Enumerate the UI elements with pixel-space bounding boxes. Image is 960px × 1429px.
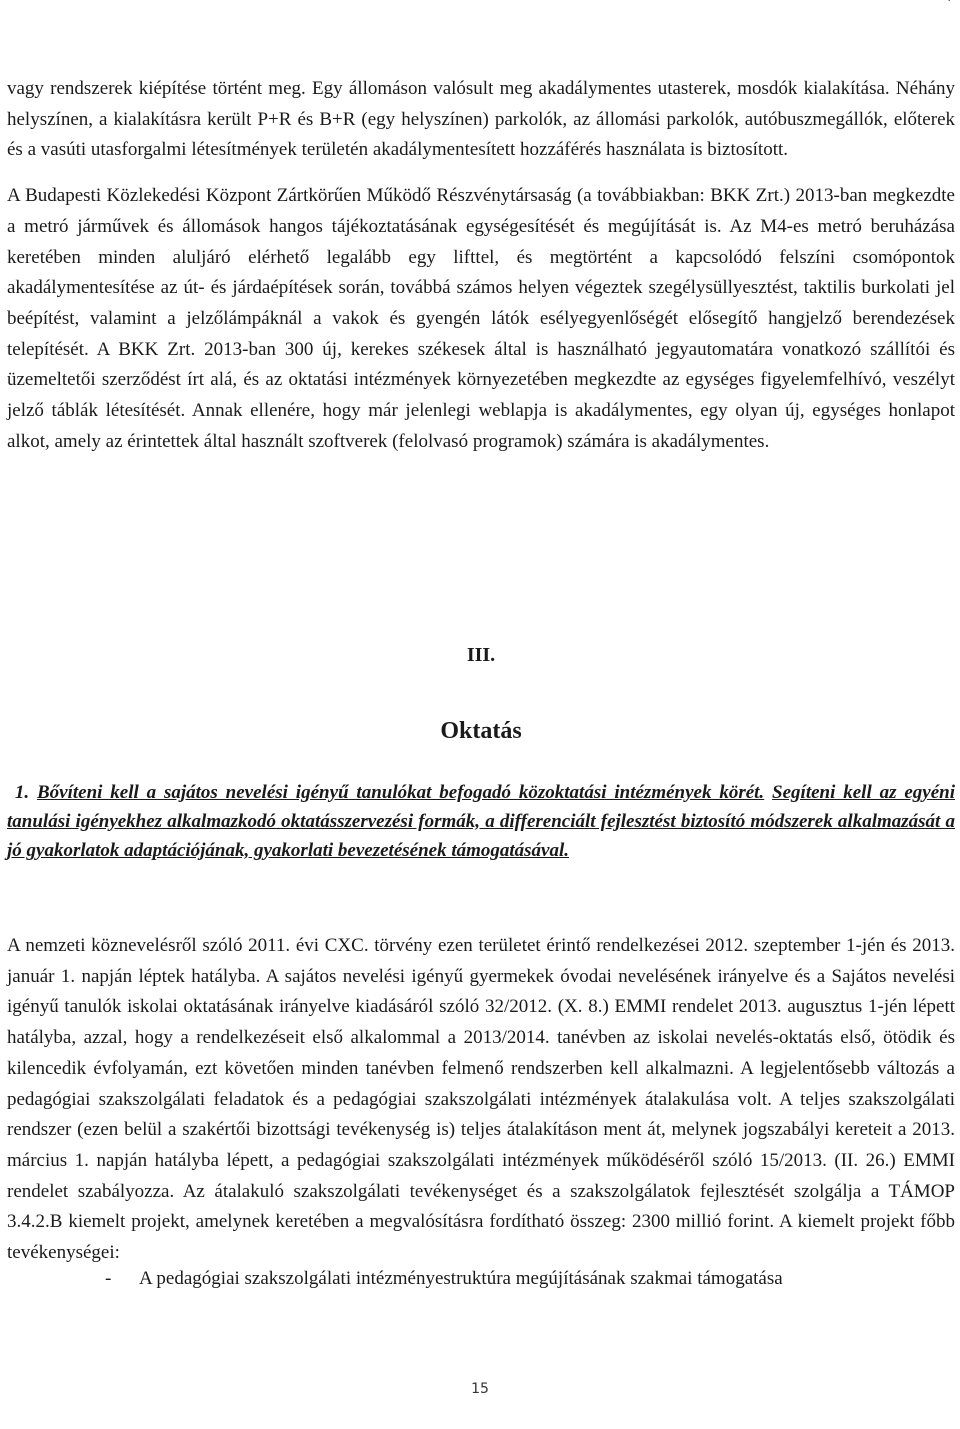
- paragraph-education-law: A nemzeti köznevelésről szóló 2011. évi CXC. törvény ezen területet érintő rendelkezései 2012. szeptember 1-jén és 2013. január 1. napján léptek hatályba. A sajátos nevelési igényű gyermekek óvodai nevelésének irányelve és a Sajátos nevelési igényű tanulók iskolai oktatásának irányelve kiadásáról szóló 32/2012. (X. 8.) EMMI rendelet 2013. augusztus 1-jén lépett hatályba, azzal, hogy a rendelkezéseit első alkalommal a 2013/2014. tanévben az iskolai nevelés-oktatás első, ötödik és kilencedik évfolyamán, ezt követően minden tanévben felmenő rendszerben kell alkalmazni. A legjelentősebb változás a pedagógiai szakszolgálati feladatok és a pedagógiai szakszolgálati intézmények átalakulása volt. A teljes szakszolgálati rendszer (ezen belül a szakértői bizottsági tevékenység is) teljes átalakításon ment át, melynek jogszabályi kereteit a 2013. március 1. napján hatályba lépett, a pedagógiai szakszolgálati intézmények működéséről szóló 15/2013. (II. 26.) EMMI rendelet szabályozza. Az átalakuló szakszolgálati tevékenységet és a szakszolgálatok fejlesztését szolgálja a TÁMOP 3.4.2.B kiemelt projekt, amelynek keretében a megvalósításra fordítható összeg: 2300 millió forint. A kiemelt projekt főbb tevékenységei:: [7, 935, 955, 1264]
- bullet-marker: -: [105, 1268, 112, 1289]
- document-page: [7, 74, 955, 1289]
- main-paragraph-block: [7, 931, 955, 1269]
- corner-mark: [948, 0, 952, 6]
- goal-body: Segíteni kell az egyéni tanulási igényekhez alkalmazkodó oktatásszervezési formák, a differenciált fejlesztést biztosító módszerek alkalmazását a jó gyakorlatok adaptációjának, gyakorlati bevezetésének támogatásával.: [7, 782, 955, 861]
- paragraph-transport-accessibility: vagy rendszerek kiépítése történt meg. Egy állomáson valósult meg akadálymentes utasterek, mosdók kialakítása. Néhány helyszínen, a kialakításra került P+R és B+R (egy helyszínen) parkolók, az állomási parkolók, autóbuszmegállók, előterek és a vasúti utasforgalmi létesítmények területén akadálymentesített hozzáférés használata is biztosított.: [7, 78, 955, 161]
- section-title: Oktatás: [440, 718, 522, 744]
- goal-block: [7, 778, 955, 865]
- goal-number: 1.: [14, 782, 30, 803]
- section-number: III.: [466, 644, 496, 666]
- bullet-list-item: [7, 1264, 783, 1294]
- page-number: 15: [471, 1381, 489, 1397]
- goal-headline: Bővíteni kell a sajátos nevelési igényű tanulókat befogadó közoktatási intézmények körét.: [36, 782, 765, 803]
- bullet-text: A pedagógiai szakszolgálati intézményestruktúra megújításának szakmai támogatása: [139, 1268, 783, 1289]
- paragraph-bkk: A Budapesti Közlekedési Központ Zártkörűen Működő Részvénytársaság (a továbbiakban: BKK Zrt.) 2013-ban megkezdte a metró járművek és állomások hangos tájékoztatásának egységesítését és megújítását is. Az M4-es metró beruházása keretében minden aluljáró elérhető legalább egy lifttel, és megtörtént a kapcsolódó felszíni csomópontok akadálymentesítése az út- és járdaépítések során, továbbá számos helyen végeztek szegélysüllyesztést, taktilis burkolati jel beépítést, valamint a jelzőlámpáknál a vakok és gyengén látók esélyegyenlőségét elősegítő hangjelző berendezések telepítését. A BKK Zrt. 2013-ban 300 új, kerekes székesek által is használható jegyautomatára vonatkozó szállítói és üzemeltetői szerződést írt alá, és az oktatási intézmények környezetében megkezdte az egységes figyelemfelhívó, veszélyt jelző táblák létesítését. Annak ellenére, hogy már jelenlegi weblapja is akadálymentes, egy olyan új, egységes honlapot alkot, amely az érintettek által használt szoftverek (felolvasó programok) számára is akadálymentes.: [7, 185, 955, 452]
